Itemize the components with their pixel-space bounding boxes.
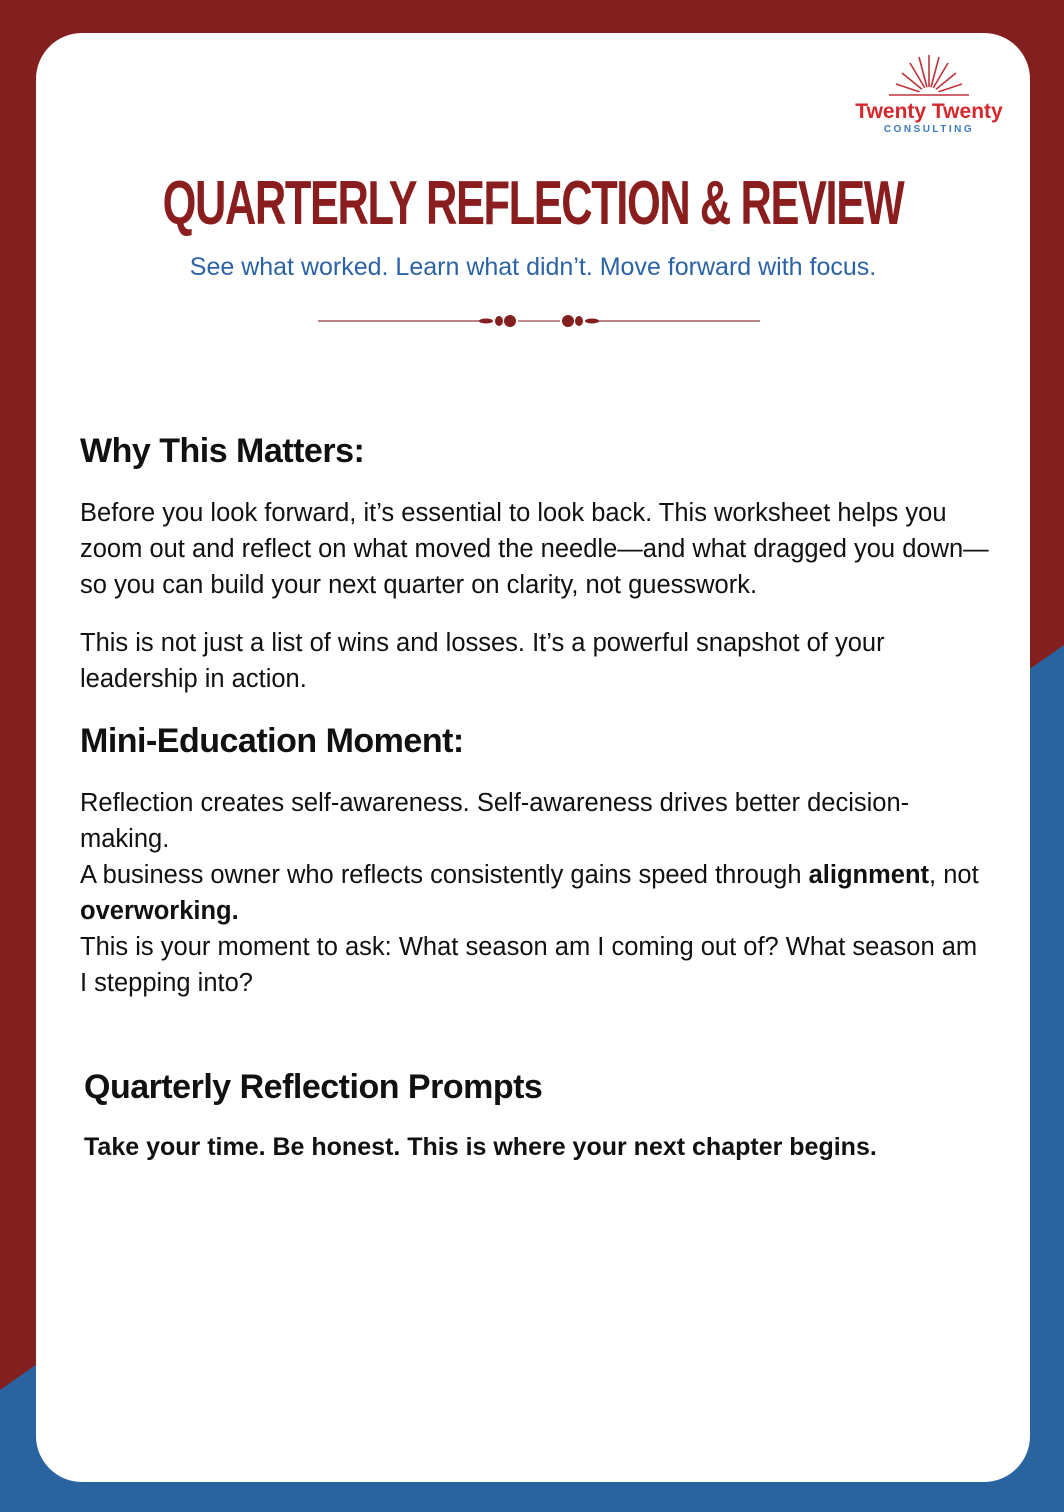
prompts-section	[84, 1067, 990, 1165]
tagline: See what worked. Learn what didn’t. Move forward with focus.	[189, 253, 877, 281]
mini-line-3: This is your moment to ask: What season am I coming out of? What season am I stepping into?	[80, 933, 978, 997]
worksheet-card	[36, 33, 1030, 1482]
mini-line-1: Reflection creates self-awareness. Self-awareness drives better decision-making.	[80, 789, 910, 853]
sunburst-icon	[884, 51, 974, 99]
mini-text: , not	[929, 861, 979, 889]
bold-alignment: alignment	[808, 861, 930, 889]
mini-heading: Mini-Education Moment:	[80, 722, 464, 760]
logo-subtitle: CONSULTING	[883, 124, 975, 135]
content	[80, 431, 990, 1165]
page-title: QUARTERLY REFLECTION & REVIEW	[162, 169, 904, 238]
prompts-heading: Quarterly Reflection Prompts	[84, 1068, 543, 1106]
why-paragraph-2: This is not just a list of wins and losses. It’s a powerful snapshot of your leadership in action.	[80, 629, 885, 693]
mini-text: A business owner who reflects consistently gains speed through	[80, 861, 809, 889]
mini-line-2	[80, 857, 990, 929]
prompts-subheading: Take your time. Be honest. This is where your next chapter begins.	[84, 1133, 877, 1161]
bold-overworking: overworking.	[80, 897, 239, 925]
logo-name: Twenty Twenty	[855, 100, 1003, 123]
why-paragraph-1: Before you look forward, it’s essential to look back. This worksheet helps you zoom out and reflect on what moved the needle—and what dragged you down—so you can build your next quarter on clarity, not guesswork.	[80, 499, 989, 599]
why-heading: Why This Matters:	[80, 432, 365, 470]
why-section	[80, 431, 990, 697]
logo	[844, 51, 1014, 135]
mini-education-section	[80, 721, 990, 1001]
ornament-divider	[318, 311, 760, 331]
